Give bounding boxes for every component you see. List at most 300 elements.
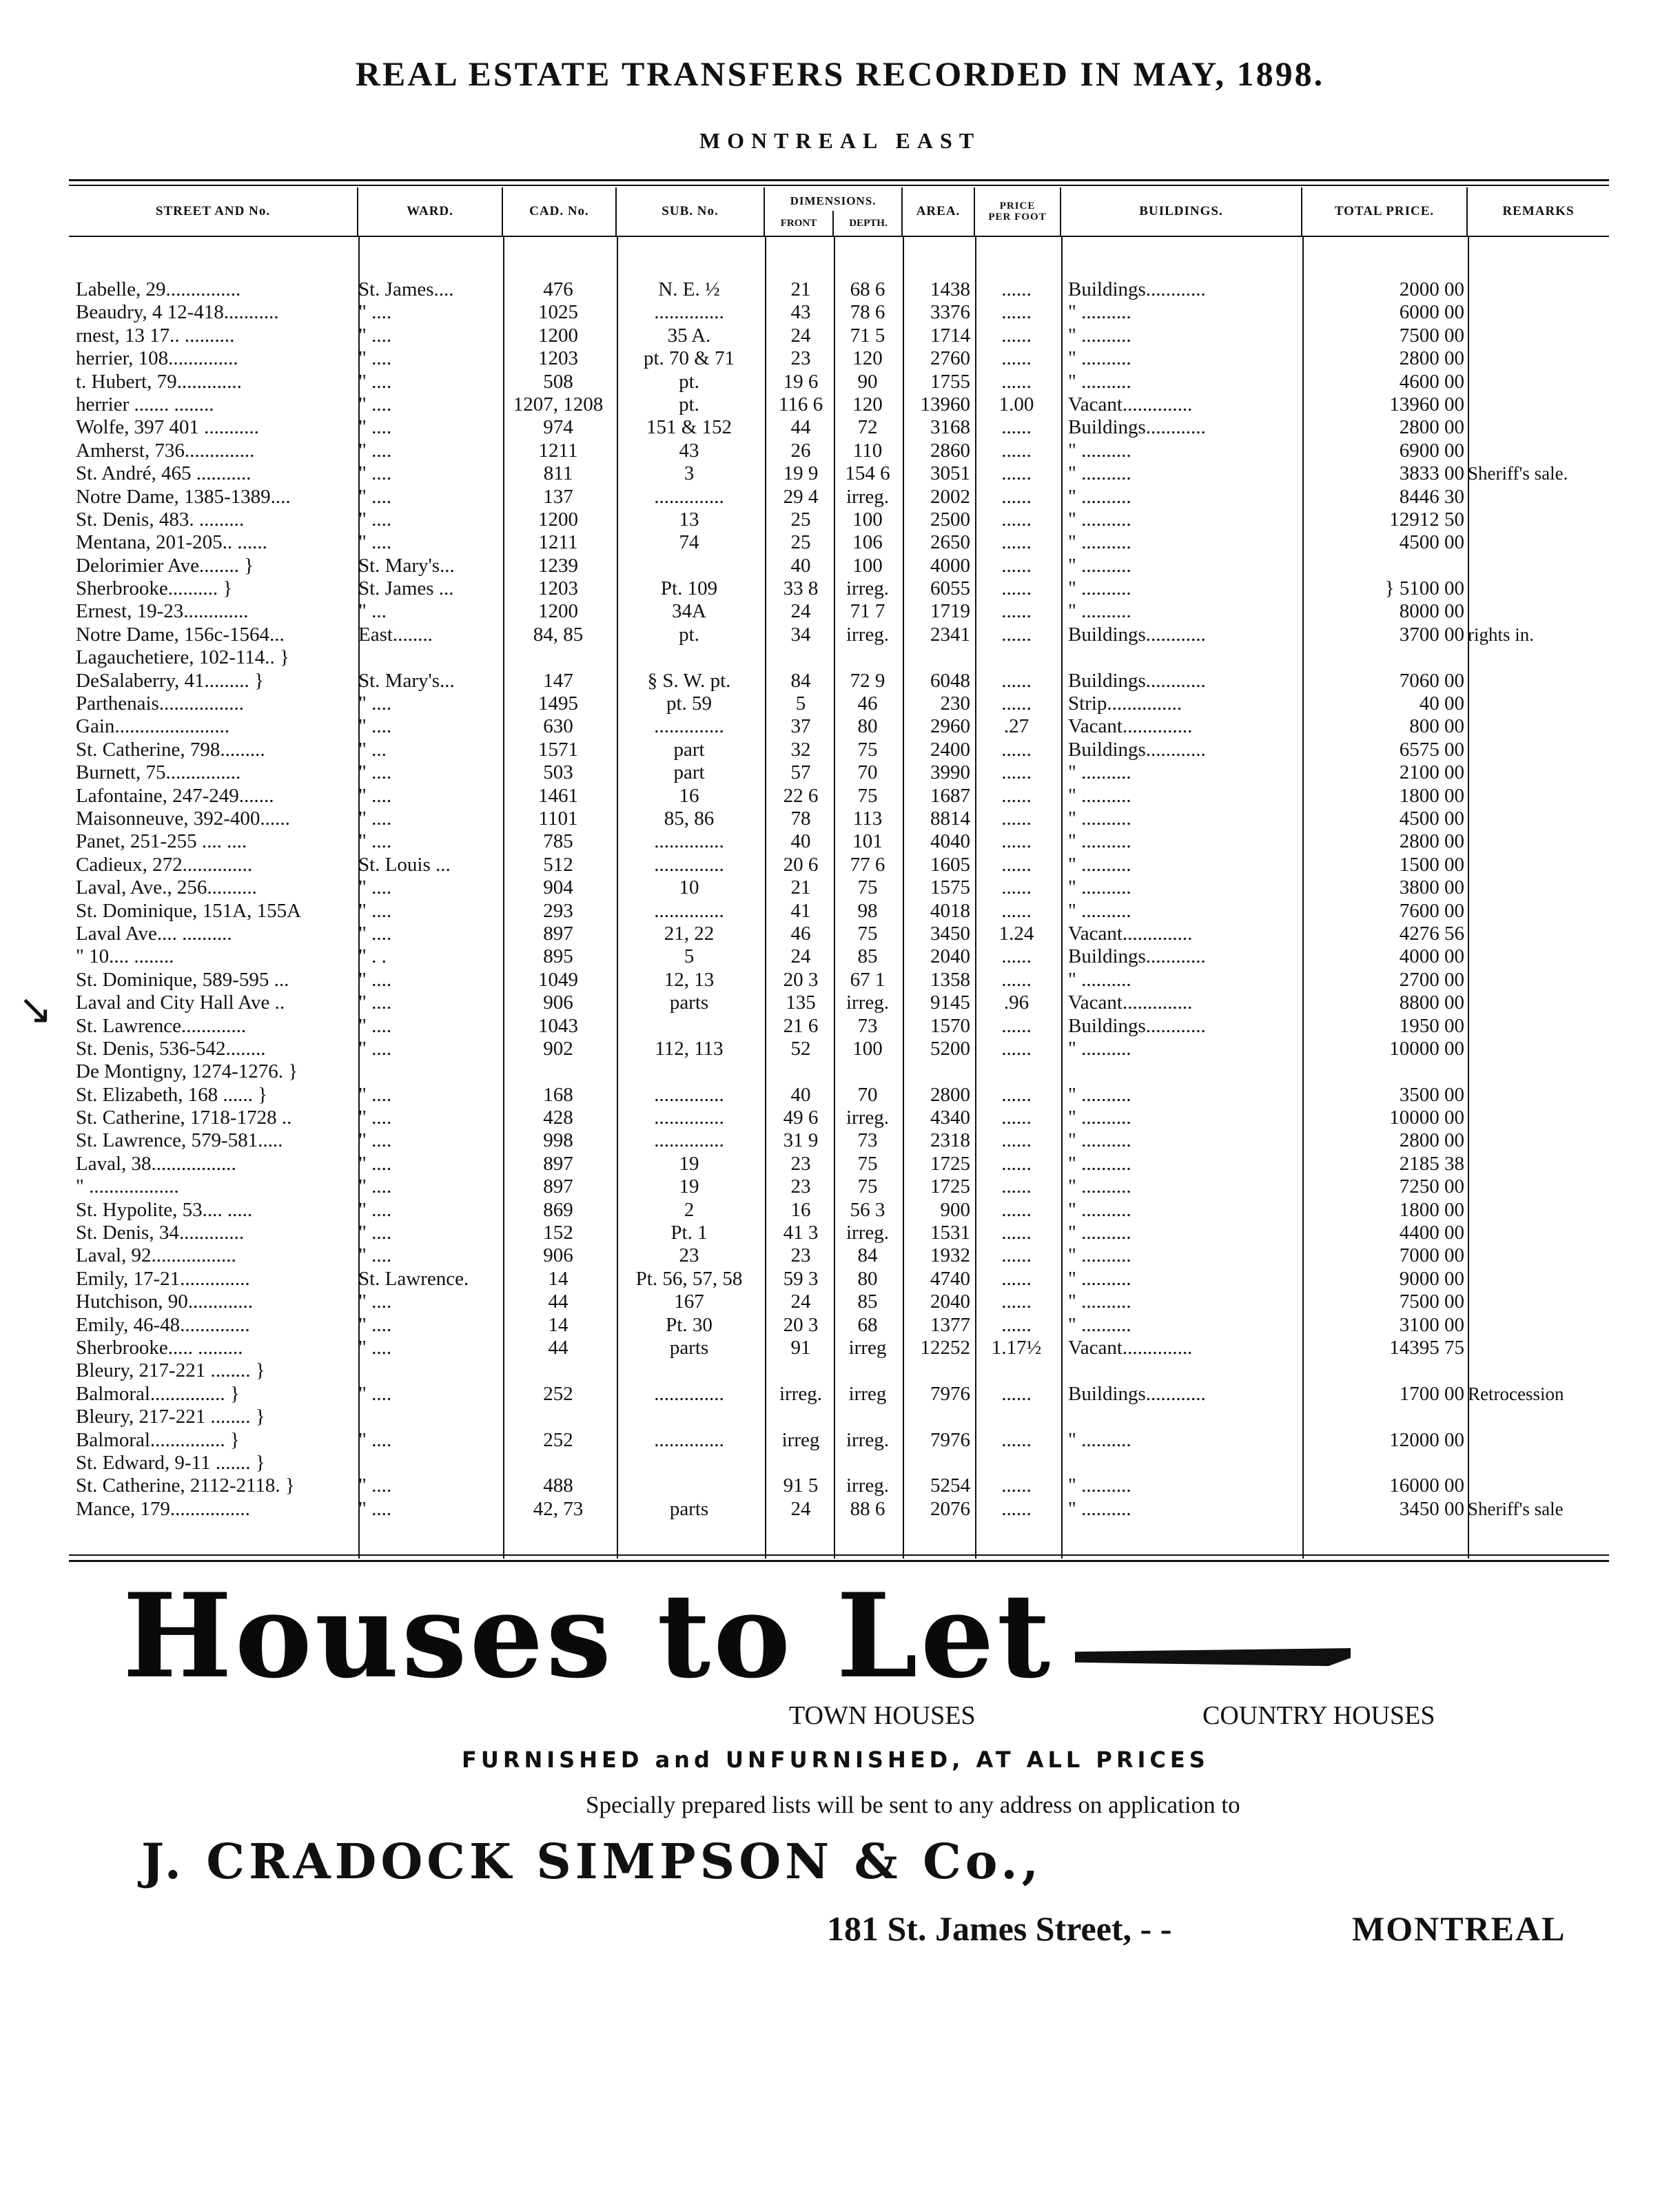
cell-sub: pt. — [679, 393, 699, 415]
cell-sub: pt. 70 & 71 — [643, 347, 735, 370]
table-row — [69, 1452, 1609, 1474]
cell-ward: " .... — [358, 1152, 392, 1175]
cell-ppf: ...... — [1001, 830, 1032, 853]
cell-rem — [1468, 1314, 1609, 1337]
cell-ward — [358, 1452, 493, 1474]
cell-rem — [1468, 1244, 1609, 1267]
cell-front: 57 — [790, 761, 811, 784]
cell-depth: irreg — [848, 1382, 887, 1405]
cell-depth: 80 — [857, 715, 878, 738]
cell-rem — [1468, 923, 1609, 945]
cell-ward: " ... — [358, 600, 387, 623]
cell-area: 13960 — [920, 393, 970, 415]
cell-area: 3450 — [930, 922, 970, 945]
cell-ppf — [979, 646, 1054, 669]
cell-total: 3100 00 — [1399, 1313, 1464, 1336]
cell-ppf: ...... — [1001, 416, 1032, 439]
cell-front: 31 9 — [783, 1129, 819, 1152]
cell-build: " .......... — [1068, 1129, 1131, 1152]
cell-rem — [1468, 854, 1609, 876]
cell-area: 1725 — [930, 1175, 970, 1198]
cell-ward: " .... — [358, 1175, 392, 1198]
cell-rem — [1468, 371, 1609, 393]
cell-area: 2040 — [930, 1291, 970, 1313]
cell-ppf: ...... — [1001, 968, 1032, 991]
cell-total: 16000 00 — [1389, 1474, 1464, 1497]
table-row — [69, 761, 1609, 784]
cell-rem: Sheriff's sale — [1468, 1498, 1564, 1519]
cell-area: 4740 — [930, 1267, 970, 1290]
cell-total: 8000 00 — [1399, 600, 1464, 623]
header-front: FRONT — [765, 211, 834, 236]
cell-depth: 100 — [852, 1037, 883, 1060]
cell-build: " .......... — [1068, 899, 1131, 922]
cell-rem — [1468, 991, 1609, 1014]
cell-front: 21 — [790, 278, 811, 300]
cell-cad: 630 — [543, 715, 573, 738]
cell-area: 2800 — [930, 1083, 970, 1106]
cell-total — [1309, 1359, 1464, 1382]
cell-build: " .......... — [1068, 508, 1131, 531]
table-row — [69, 508, 1609, 531]
cell-depth: 120 — [852, 347, 883, 370]
cell-ppf: ...... — [1001, 1107, 1032, 1129]
cell-sub: 12, 13 — [664, 968, 715, 991]
table-row — [69, 347, 1609, 370]
cell-total: 2800 00 — [1399, 1129, 1464, 1152]
table-row — [69, 1291, 1609, 1313]
cell-front — [772, 646, 830, 669]
cell-build: Vacant.............. — [1068, 991, 1193, 1014]
table-row — [69, 1084, 1609, 1107]
cell-area: 3051 — [930, 462, 970, 485]
header-remarks: REMARKS — [1502, 203, 1575, 218]
cell-sub: pt. — [679, 623, 699, 646]
cell-sub: 19 — [679, 1175, 699, 1198]
cell-area: 3376 — [930, 301, 970, 324]
cell-depth: 98 — [857, 899, 878, 922]
cell-sub: .............. — [654, 853, 724, 876]
cell-rem — [1468, 808, 1609, 830]
top-rule — [69, 179, 1609, 181]
cell-sub: 151 & 152 — [646, 416, 733, 439]
cell-area — [905, 1452, 970, 1474]
cell-front: 23 — [790, 1175, 811, 1198]
cell-total: 1950 00 — [1399, 1014, 1464, 1037]
cell-area: 4340 — [930, 1107, 970, 1129]
cell-front: 19 9 — [783, 462, 819, 485]
table-row — [69, 600, 1609, 623]
table-row — [69, 945, 1609, 968]
cell-ppf: ...... — [1001, 1129, 1032, 1152]
cell-total: 8446 30 — [1399, 485, 1464, 508]
cell-rem — [1468, 739, 1609, 761]
cell-area: 2318 — [930, 1129, 970, 1152]
cell-rem — [1468, 347, 1609, 370]
cell-ward: " .... — [358, 830, 392, 853]
cell-build: Vacant.............. — [1068, 922, 1193, 945]
cell-ppf: ...... — [1001, 1313, 1032, 1336]
cell-street: herrier ....... ........ — [76, 393, 214, 415]
company-city: MONTREAL — [1352, 1909, 1566, 1948]
cell-depth: 120 — [852, 393, 883, 415]
table-row — [69, 301, 1609, 324]
cell-front: 22 6 — [783, 784, 819, 807]
cell-total: 13960 00 — [1389, 393, 1464, 415]
bottom-rule — [69, 1554, 1609, 1556]
header-cad: CAD. No. — [503, 187, 617, 236]
cell-street: Amherst, 736.............. — [76, 439, 255, 462]
cell-depth: irreg. — [846, 1428, 889, 1451]
cell-front: 20 6 — [783, 853, 819, 876]
cell-street: Panet, 251-255 .... .... — [76, 830, 247, 853]
furnished-line: FURNISHED and UNFURNISHED, AT ALL PRICES — [462, 1747, 1209, 1773]
cell-cad: 14 — [548, 1313, 568, 1336]
cell-depth: 71 7 — [850, 600, 885, 623]
cell-sub: 10 — [679, 876, 699, 899]
header-total: TOTAL PRICE. — [1302, 187, 1468, 236]
cell-street: St. Denis, 483. ......... — [76, 508, 245, 531]
cell-sub: 5 — [684, 945, 695, 968]
table-row — [69, 1359, 1609, 1382]
cell-sub — [624, 1060, 755, 1083]
cell-total: 3500 00 — [1399, 1083, 1464, 1106]
cell-ward: " .... — [358, 1428, 392, 1451]
cell-sub: 21, 22 — [664, 922, 715, 945]
cell-rem — [1468, 1107, 1609, 1129]
cell-total: 2800 00 — [1399, 347, 1464, 370]
cell-total: 3800 00 — [1399, 876, 1464, 899]
header-price-per-foot — [975, 187, 1061, 236]
cell-front: 23 — [790, 1244, 811, 1267]
cell-area: 5254 — [930, 1474, 970, 1497]
cell-cad: 503 — [543, 761, 573, 784]
cell-ward: " .... — [358, 1129, 392, 1152]
cell-street: St. Catherine, 2112-2118. } — [76, 1474, 295, 1497]
cell-ward: St. Mary's... — [358, 669, 455, 692]
cell-cad: 1207, 1208 — [513, 393, 604, 415]
cell-ward: " .... — [358, 1222, 392, 1244]
cell-total: 1800 00 — [1399, 784, 1464, 807]
cell-area: 8814 — [930, 807, 970, 830]
cell-depth: 78 6 — [850, 301, 885, 324]
cell-cad: 1025 — [538, 301, 578, 324]
cell-front: 23 — [790, 1152, 811, 1175]
cell-build: " .......... — [1068, 1222, 1131, 1244]
cell-ward: " .... — [358, 692, 392, 715]
cell-ppf: ...... — [1001, 508, 1032, 531]
cell-cad: 897 — [543, 1175, 573, 1198]
cell-front: 46 — [790, 922, 811, 945]
cell-total: 10000 00 — [1389, 1037, 1464, 1060]
cell-sub: 43 — [679, 439, 699, 462]
cell-cad: 168 — [543, 1083, 573, 1106]
cell-depth: 72 9 — [850, 669, 885, 692]
cell-cad: 488 — [543, 1474, 573, 1497]
cell-area: 6055 — [930, 577, 970, 600]
cell-ward: " .... — [358, 1198, 392, 1221]
cell-build: " .......... — [1068, 1037, 1131, 1060]
cell-rem — [1468, 1060, 1609, 1083]
cell-ward: " .... — [358, 1291, 392, 1313]
cell-street: St. Hypolite, 53.... ..... — [76, 1198, 253, 1221]
cell-area: 4018 — [930, 899, 970, 922]
cell-build: " .......... — [1068, 347, 1131, 370]
town-houses: TOWN HOUSES — [789, 1701, 976, 1730]
cell-area: 1725 — [930, 1152, 970, 1175]
cell-front — [772, 1359, 830, 1382]
cell-front: 24 — [790, 1291, 811, 1313]
cell-street: Hutchison, 90............. — [76, 1291, 253, 1313]
cell-ward: " .... — [358, 462, 392, 485]
cell-cad: 42, 73 — [533, 1497, 584, 1520]
cell-rem — [1468, 1359, 1609, 1382]
cell-ppf: ...... — [1001, 577, 1032, 600]
cell-street: DeSalaberry, 41......... } — [76, 669, 264, 692]
cell-cad: 252 — [543, 1428, 573, 1451]
cell-total: 8800 00 — [1399, 991, 1464, 1014]
table-row — [69, 808, 1609, 830]
cell-depth — [835, 1359, 900, 1382]
cell-build: " .......... — [1068, 1244, 1131, 1267]
cell-front: 16 — [790, 1198, 811, 1221]
table-row — [69, 900, 1609, 923]
cell-front: 49 6 — [783, 1107, 819, 1129]
cell-depth: 70 — [857, 761, 878, 784]
cell-ppf: 1.00 — [998, 393, 1034, 415]
cell-area: 1575 — [930, 876, 970, 899]
cell-ward: St. Louis ... — [358, 853, 451, 876]
table-row — [69, 1153, 1609, 1175]
cell-cad: 512 — [543, 853, 573, 876]
cell-street: Gain....................... — [76, 715, 230, 738]
cell-ward: " .... — [358, 1336, 392, 1359]
cell-street: Bleury, 217-221 ........ } — [76, 1359, 265, 1382]
cell-rem — [1468, 785, 1609, 808]
cell-build — [1068, 1359, 1295, 1382]
cell-front: 40 — [790, 1083, 811, 1106]
cell-cad — [510, 1406, 606, 1428]
cell-sub: 35 A. — [667, 324, 711, 347]
cell-ppf: 1.24 — [998, 922, 1034, 945]
company-address: 181 St. James Street, - - — [827, 1909, 1172, 1948]
cell-rem — [1468, 600, 1609, 623]
cell-rem — [1468, 440, 1609, 462]
header-sub: SUB. No. — [617, 187, 765, 236]
cell-depth: 71 5 — [850, 324, 885, 347]
cell-ppf: ...... — [1001, 876, 1032, 899]
cell-sub: .............. — [654, 830, 724, 853]
cell-ward: St. Mary's... — [358, 554, 455, 577]
cell-street: St. Elizabeth, 168 ...... } — [76, 1083, 268, 1106]
cell-total: 1800 00 — [1399, 1198, 1464, 1221]
cell-build: " .......... — [1068, 853, 1131, 876]
cell-front: 23 — [790, 347, 811, 370]
cell-ward: " .... — [358, 922, 392, 945]
table-row — [69, 1314, 1609, 1337]
cell-total: 3833 00 — [1399, 462, 1464, 485]
cell-front: 24 — [790, 945, 811, 968]
cell-street: Laval Ave.... .......... — [76, 922, 232, 945]
cell-area: 2076 — [930, 1497, 970, 1520]
cell-ppf: ...... — [1001, 1014, 1032, 1037]
country-houses: COUNTRY HOUSES — [1202, 1701, 1435, 1730]
cell-sub: part — [673, 738, 705, 761]
cell-cad: 906 — [543, 1244, 573, 1267]
cell-cad: 895 — [543, 945, 573, 968]
cell-build: Vacant.............. — [1068, 1336, 1193, 1359]
cell-rem — [1468, 1222, 1609, 1244]
cell-ppf: ...... — [1001, 899, 1032, 922]
cell-sub — [624, 1359, 755, 1382]
cell-total: 7600 00 — [1399, 899, 1464, 922]
table-row — [69, 830, 1609, 853]
cell-sub — [624, 646, 755, 669]
cell-street: Notre Dame, 1385-1389.... — [76, 485, 291, 508]
cell-cad: 1495 — [538, 692, 578, 715]
houses-to-let-headline: Houses to Let — [123, 1568, 1054, 1704]
cell-build — [1068, 646, 1295, 669]
cell-ward: " .... — [358, 301, 392, 324]
header-street: STREET AND No. — [69, 187, 358, 236]
cell-sub: 112, 113 — [655, 1037, 724, 1060]
cell-street: St. Lawrence, 579-581..... — [76, 1129, 283, 1152]
cell-build: Buildings............ — [1068, 669, 1206, 692]
cell-street: Bleury, 217-221 ........ } — [76, 1406, 265, 1428]
cell-street: St. Denis, 34............. — [76, 1222, 245, 1244]
cell-build: " .......... — [1068, 439, 1131, 462]
header-depth: DEPTH. — [849, 217, 888, 229]
table-row — [69, 486, 1609, 508]
table-row — [69, 371, 1609, 393]
cell-total: 4500 00 — [1399, 807, 1464, 830]
cell-depth: 100 — [852, 508, 883, 531]
cell-build: Buildings............ — [1068, 416, 1206, 439]
cell-sub: pt. — [679, 370, 699, 393]
cell-cad: 1203 — [538, 347, 578, 370]
cell-cad: 869 — [543, 1198, 573, 1221]
table-row — [69, 923, 1609, 945]
cell-rem — [1468, 1015, 1609, 1038]
cell-depth: 75 — [857, 738, 878, 761]
cell-total: 7250 00 — [1399, 1175, 1464, 1198]
cell-area: 1570 — [930, 1014, 970, 1037]
cell-ppf: ...... — [1001, 784, 1032, 807]
cell-cad: 44 — [548, 1336, 568, 1359]
cell-ward — [358, 1406, 493, 1428]
header-dimensions-label: DIMENSIONS. — [790, 194, 877, 207]
cell-ward: " .... — [358, 899, 392, 922]
header-price-line1: PRICE — [999, 200, 1036, 212]
cell-ppf: .96 — [1003, 991, 1029, 1014]
cell-build: Vacant.............. — [1068, 715, 1193, 738]
cell-front: irreg. — [779, 1382, 822, 1405]
cell-front — [772, 1060, 830, 1083]
cell-area: 2400 — [930, 738, 970, 761]
cell-rem — [1468, 1199, 1609, 1222]
cell-area: 1531 — [930, 1222, 970, 1244]
page-title: REAL ESTATE TRANSFERS RECORDED IN MAY, 1898. — [355, 54, 1325, 93]
cell-ward: St. Lawrence. — [358, 1267, 469, 1290]
cell-ppf: ...... — [1001, 1244, 1032, 1267]
cell-sub: 74 — [679, 531, 699, 554]
table-row — [69, 325, 1609, 347]
cell-ward: " .... — [358, 807, 392, 830]
cell-build: Buildings............ — [1068, 278, 1206, 300]
cell-ppf: ...... — [1001, 485, 1032, 508]
cell-rem — [1468, 692, 1609, 715]
cell-area: 1719 — [930, 600, 970, 623]
cell-depth: 100 — [852, 554, 883, 577]
cell-sub: 16 — [679, 784, 699, 807]
cell-street: Beaudry, 4 12-418........... — [76, 301, 279, 324]
cell-depth: irreg. — [846, 1107, 889, 1129]
cell-street: St. Dominique, 589-595 ... — [76, 968, 289, 991]
cell-front: 41 3 — [783, 1222, 819, 1244]
table-row — [69, 440, 1609, 462]
cell-total: 14395 75 — [1389, 1336, 1464, 1359]
cell-sub: .............. — [654, 485, 724, 508]
cell-rem — [1468, 1474, 1609, 1497]
cell-sub: pt. 59 — [666, 692, 713, 715]
cell-front: 24 — [790, 1497, 811, 1520]
cell-total: 6575 00 — [1399, 738, 1464, 761]
cell-sub: part — [673, 761, 705, 784]
table-row — [69, 462, 1609, 485]
cell-rem — [1468, 1175, 1609, 1198]
table-row — [69, 739, 1609, 761]
cell-street: St. Dominique, 151A, 155A — [76, 899, 302, 922]
cell-depth: 67 1 — [850, 968, 885, 991]
header-rule — [69, 236, 1609, 237]
cell-rem — [1468, 715, 1609, 738]
table-row — [69, 715, 1609, 738]
cell-ward: St. James ... — [358, 577, 454, 600]
cell-street: Balmoral............... } — [76, 1428, 240, 1451]
cell-build: " .......... — [1068, 531, 1131, 554]
cell-total: 12000 00 — [1389, 1428, 1464, 1451]
cell-cad: 508 — [543, 370, 573, 393]
cell-street: Delorimier Ave........ } — [76, 554, 254, 577]
cell-area: 1605 — [930, 853, 970, 876]
table-row — [69, 1038, 1609, 1060]
cell-area: 7976 — [930, 1428, 970, 1451]
cell-build: " .......... — [1068, 876, 1131, 899]
cell-street: Parthenais................. — [76, 692, 245, 715]
cell-front: 40 — [790, 830, 811, 853]
cell-rem — [1468, 1153, 1609, 1175]
cell-rem — [1468, 301, 1609, 324]
cell-ward — [358, 1060, 493, 1083]
cell-rem — [1468, 1337, 1609, 1359]
cell-sub: parts — [669, 1336, 709, 1359]
cell-area: 6048 — [930, 669, 970, 692]
cell-build: Buildings............ — [1068, 1014, 1206, 1037]
cell-ward: " .... — [358, 370, 392, 393]
cell-street: " .................. — [76, 1175, 179, 1198]
cell-area: 1377 — [930, 1313, 970, 1336]
cell-rem — [1468, 900, 1609, 923]
cell-ppf: ...... — [1001, 1291, 1032, 1313]
cell-build: " .......... — [1068, 1291, 1131, 1313]
cell-total: 10000 00 — [1389, 1107, 1464, 1129]
cell-ward: " .... — [358, 393, 392, 415]
cell-cad — [510, 1359, 606, 1382]
cell-cad: 1200 — [538, 600, 578, 623]
table-row — [69, 969, 1609, 991]
cell-depth: 75 — [857, 1175, 878, 1198]
cell-total: 2800 00 — [1399, 830, 1464, 853]
